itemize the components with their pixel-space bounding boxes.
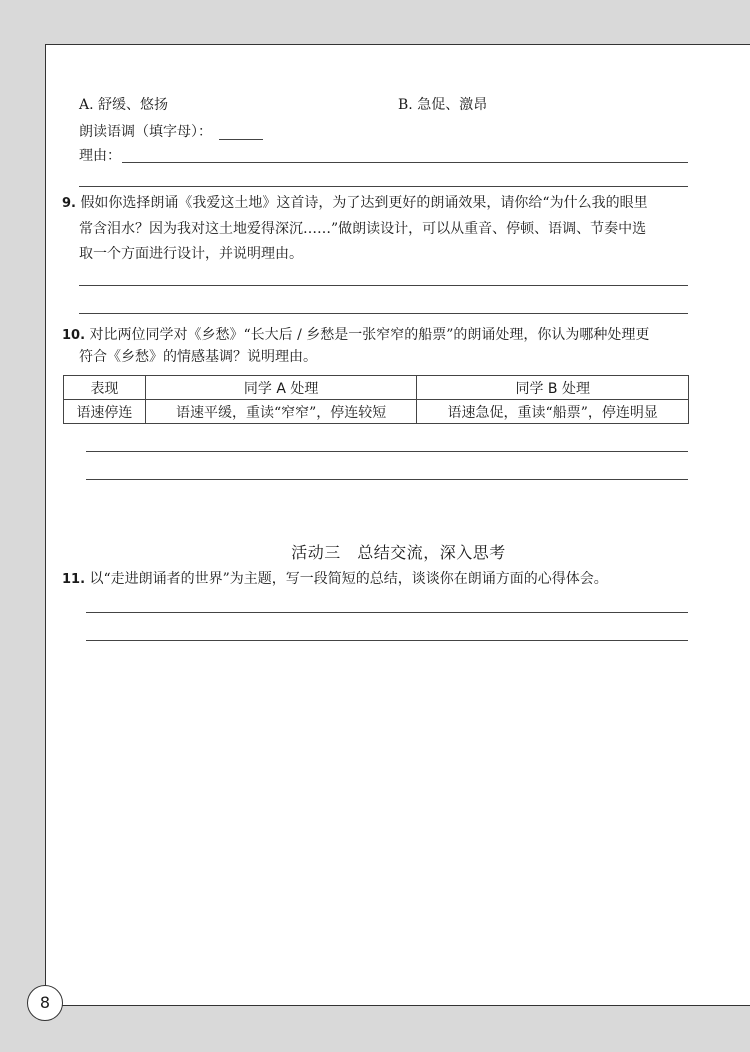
q9-text-1: 假如你选择朗诵《我爱这土地》这首诗，为了达到更好的朗诵效果，请你给“为什么我的眼里	[80, 195, 648, 211]
table-header-row	[64, 376, 689, 400]
header-student-a: 同学 A 处理	[145, 376, 417, 400]
worksheet-page	[45, 44, 750, 1006]
q9-answer-line-2[interactable]	[79, 313, 688, 314]
q10-number: 10.	[62, 328, 86, 343]
q10-answer-line-2[interactable]	[86, 479, 688, 480]
q8-tone-label: 朗读语调（填字母）：	[79, 124, 212, 140]
cell-student-a: 语速平缓，重读“窄窄”，停连较短	[145, 400, 417, 424]
q9-line-2: 常含泪水？因为我对这土地爱得深沉……”做朗读设计，可以从重音、停顿、语调、节奏中选	[79, 221, 647, 237]
comparison-table	[63, 375, 689, 424]
q10-answer-line-1[interactable]	[86, 451, 688, 452]
q9-line-3: 取一个方面进行设计，并说明理由。	[79, 246, 303, 262]
q8-option-b: B. 急促、激昂	[398, 97, 488, 113]
q9-number: 9.	[62, 196, 76, 211]
header-student-b: 同学 B 处理	[417, 376, 689, 400]
table-row	[64, 400, 689, 424]
q11-number: 11.	[62, 572, 86, 587]
q10-text-1: 对比两位同学对《乡愁》“长大后 / 乡愁是一张窄窄的船票”的朗诵处理，你认为哪种处理更	[89, 327, 650, 343]
q10-line-2: 符合《乡愁》的情感基调？说明理由。	[79, 349, 317, 365]
q11-answer-line-2[interactable]	[86, 640, 688, 641]
q9-answer-line-1[interactable]	[79, 285, 688, 286]
cell-student-b: 语速急促，重读“船票”，停连明显	[417, 400, 689, 424]
header-performance: 表现	[64, 376, 146, 400]
q8-reason-label: 理由：	[79, 148, 121, 164]
cell-aspect: 语速停连	[64, 400, 146, 424]
page-number: 8	[27, 985, 63, 1021]
q8-answer-line-2[interactable]	[79, 186, 688, 187]
q8-tone-answer-blank[interactable]	[219, 139, 263, 140]
q11-line-1	[62, 569, 608, 590]
section-title: 活动三 总结交流，深入思考	[291, 543, 506, 562]
q10-line-1	[62, 325, 649, 346]
q11-text: 以“走进朗诵者的世界”为主题，写一段简短的总结，谈谈你在朗诵方面的心得体会。	[89, 571, 608, 587]
q8-option-a: A. 舒缓、悠扬	[79, 97, 169, 113]
q11-answer-line-1[interactable]	[86, 612, 688, 613]
q9-line-1	[62, 193, 648, 214]
q8-reason-answer-line[interactable]	[122, 162, 688, 163]
